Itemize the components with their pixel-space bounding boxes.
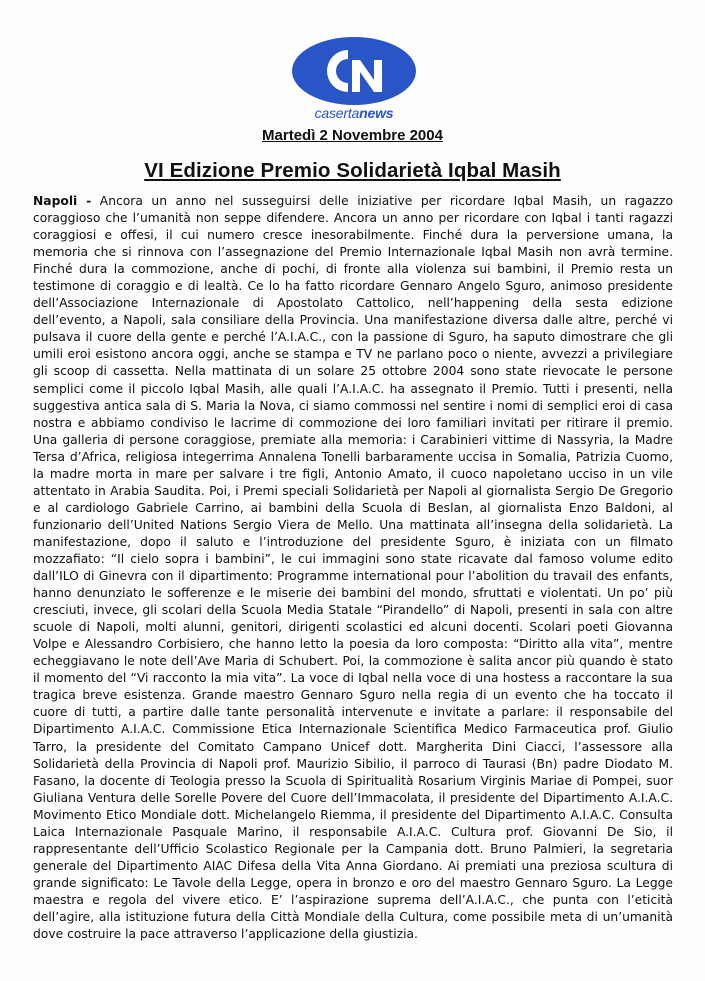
casertanews-wordmark [288,105,420,121]
article-headline: VI Edizione Premio Solidarietà Iqbal Masih [144,159,561,182]
article-location: Napoli - [33,194,92,208]
article-text: Ancora un anno nel susseguirsi delle iniziative per ricordare Iqbal Masih, un ragazzo coraggioso che l’umanità non seppe difendere. Ancora un anno per ricordare con Iqbal i tanti ragazzi coraggiosi e offesi, il cui numero cresce inesorabilmente. Finché dura la perversione umana, la memoria che si rinnova con l’assegnazione del Premio Internazionale Iqbal Masih non avrà termine. Finché dura la commozione, anche di pochi, di fronte alla violenza sui bambini, il Premio resta un testimone di coraggio e di lealtà. Ce lo ha fatto ricordare Gennaro Angelo Sguro, animoso presidente dell’Associazione Internazionale di Apostolato Cattolico, nell’happening della sesta edizione dell’evento, a Napoli, sala consiliare della Provincia. Una manifestazione diversa dalle altre, perché vi pulsava il cuore della gente e perché l’A.I.A.C., con la passione di Sguro, ha saputo dimostrare che gli umili eroi esistono ancora oggi, anche se stampa e TV ne parlano poco o niente, avvezzi a privilegiare gli scoop di cassetta. Nella mattinata di un solare 25 ottobre 2004 sono state rievocate le persone semplici come il piccolo Iqbal Masih, alle quali l’A.I.A.C. ha assegnato il Premio. Tutti i presenti, nella suggestiva antica sala di S. Maria la Nova, ci siamo commossi nel sentire i nomi di semplici eroi di casa nostra e abbiamo condiviso le lacrime di commozione dei loro familiari invitati per ritirare il premio. Una galleria di persone coraggiose, premiate alla memoria: i Carabinieri vittime di Nassyria, la Madre Tersa d’Africa, religiosa integerrima Annalena Tonelli barbaramente uccisa in Somalia, Patrizia Cuomo, la madre morta in mare per salvare i tre figli, Antonio Amato, il cuoco napoletano ucciso in un vile attentato in Arabia Saudita. Poi, i Premi speciali Solidarietà per Napoli al giornalista Sergio De Gregorio e al cardiologo Gabriele Carrino, ai bambini della Scuola di Beslan, al giornalista Enzo Baldoni, al funzionario dell’United Nations Sergio Viera de Mello. Una mattinata all’insegna della solidarietà. La manifestazione, dopo il saluto e l’introduzione del presidente Sguro, è iniziata con un filmato mozzafiato: “Il cielo sopra i bambini”, le cui immagini sono state ricavate dal famoso volume edito dall’ILO di Ginevra con il dipartimento: Programme international pour l’abolition du travail des enfants, hanno denunziato le sofferenze e le miserie dei bambini del mondo, sfruttati e violentati. Un po’ più cresciuti, invece, gli scolari della Scuola Media Statale “Pirandello” di Napoli, presenti in sala con altre scuole di Napoli, molti alunni, genitori, dirigenti scolastici ed alcuni docenti. Scolari poeti Giovanna Volpe e Alessandro Corbisiero, che hanno letto la poesia da loro composta: “Diritto alla vita”, mentre echeggiavano le note dell’Ave Maria di Schubert. Poi, la commozione è salita ancor più quando è stato il momento del “Vi racconto la mia vita”. La voce di Iqbal nella voce di una hostess a raccontare la sua tragica breve esistenza. Grande maestro Gennaro Sguro nella regia di un evento che ha toccato il cuore di tutti, a partire dalle tante personalità intervenute e invitate a parlare: il responsabile del Dipartimento A.I.A.C. Commissione Etica Internazionale Scientifica Medico Farmaceutica prof. Giulio Tarro, la presidente del Comitato Campano Unicef dott. Margherita Dini Ciacci, l’assessore alla Solidarietà della Provincia di Napoli prof. Maurizio Sibilio, il parroco di Taurasi (Bn) padre Diodato M. Fasano, la docente di Teologia presso la Scuola di Spiritualità Rosarium Virginis Mariae di Pompei, suor Giuliana Ventura delle Sorelle Povere del Cuore dell’Immacolata, il presidente del Dipartimento A.I.A.C. Movimento Etico Mondiale dott. Michelangelo Riemma, il presidente del Dipartimento A.I.A.C. Consulta Laica Internazionale Pasquale Marino, il responsabile A.I.A.C. Cultura prof. Giovanni De Sio, il rappresentante dell’Ufficio Scolastico Regionale per la Campania dott. Bruno Palmieri, la segretaria generale del Dipartimento AIAC Difesa della Vita Anna Giordano. Ai premiati una preziosa scultura di grande significato: Le Tavole della Legge, opera in bronzo e oro del maestro Gennaro Sguro. La Legge maestra e regola del vivere etico. E’ l’aspirazione suprema dell’A.I.A.C., che punta con l’eticità dell’agire, alla istituzione futura della Città Mondiale della Cultura, come possibile meta di un’umanità dove costruire la pace attraverso l’applicazione della giustizia. [33,194,673,942]
wordmark-caserta: caserta [314,105,360,121]
cn-logo-mark-icon [288,34,420,108]
article-date: Martedì 2 Novembre 2004 [262,127,443,144]
casertanews-logo [288,34,420,124]
wordmark-news: news [359,105,394,121]
article-body [33,193,673,943]
